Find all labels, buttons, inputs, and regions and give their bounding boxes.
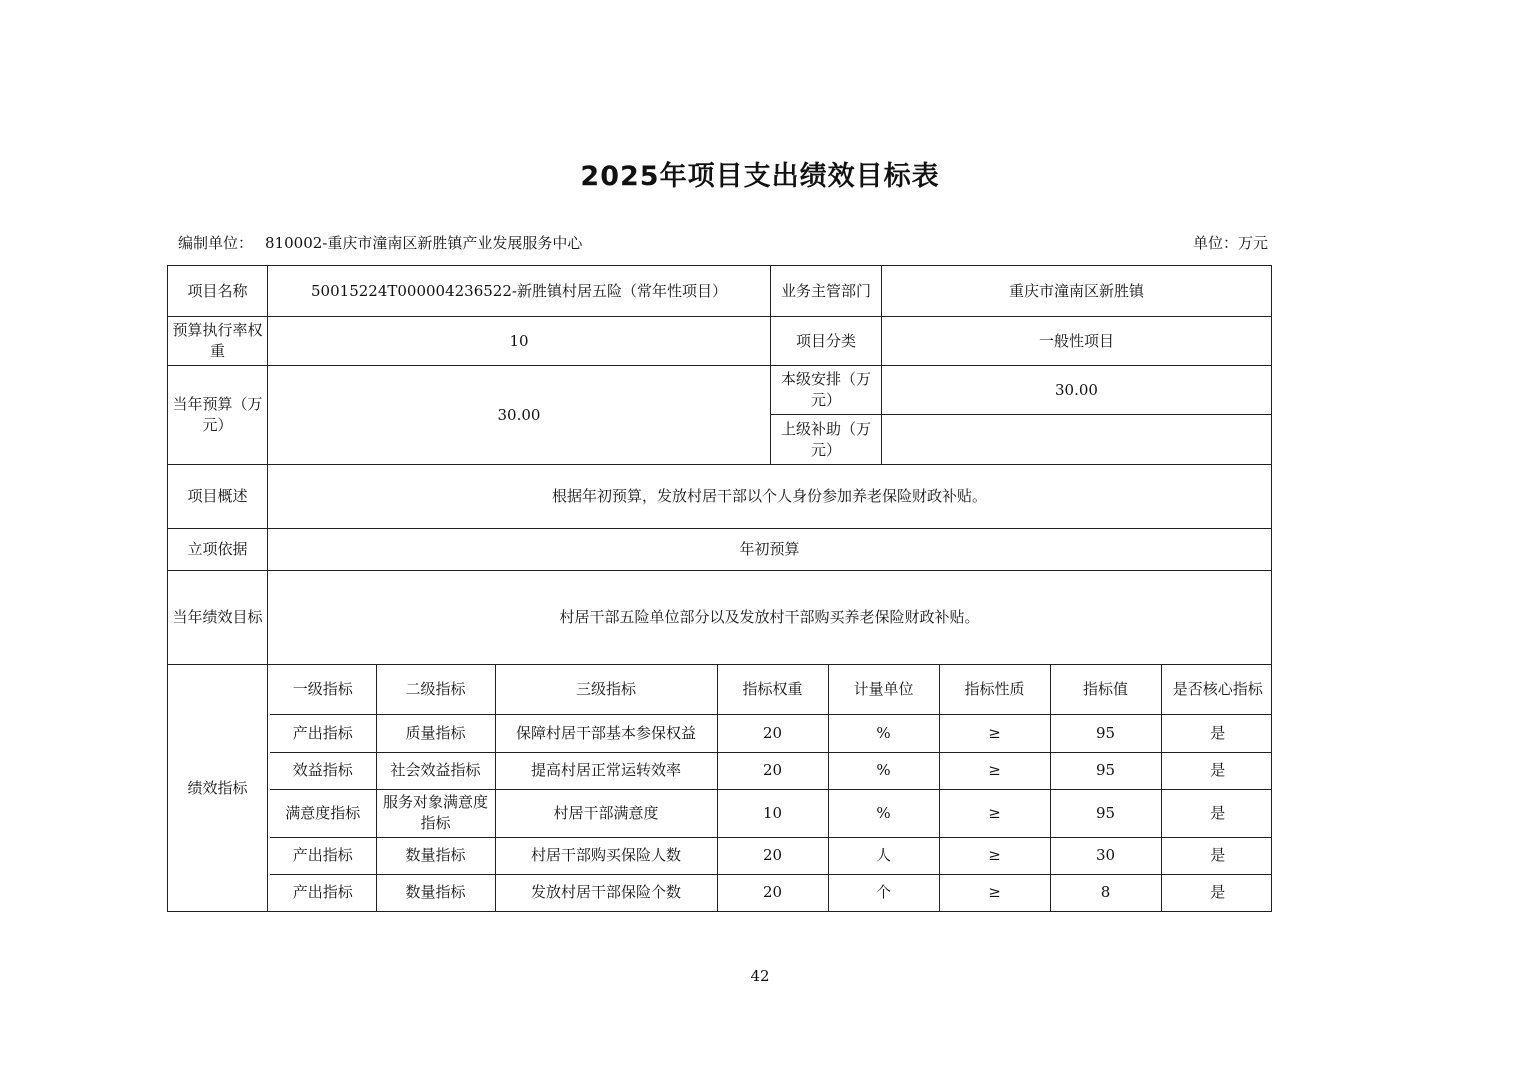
local-label: 本级安排（万元） [771,366,882,415]
compiling-unit-label: 编制单位： [178,234,254,252]
cell-level3: 保障村居干部基本参保权益 [495,714,717,752]
cell-level3: 村居干部购买保险人数 [495,837,717,874]
table-row [270,874,1272,911]
indicators-header-row [270,665,1272,714]
weight-value: 10 [268,317,771,366]
upper-value [882,415,1272,465]
cell-unit: 个 [828,874,939,911]
table-row [270,714,1272,752]
cell-weight: 20 [717,714,828,752]
currency-unit: 单位：万元 [1192,234,1268,252]
cell-nature: ≥ [939,789,1050,837]
category-value: 一般性项目 [882,317,1272,366]
cell-level3: 发放村居干部保险个数 [495,874,717,911]
cell-weight: 20 [717,837,828,874]
performance-table [167,265,1272,912]
header-value: 指标值 [1050,665,1161,714]
dept-value: 重庆市潼南区新胜镇 [882,266,1272,317]
local-value: 30.00 [882,366,1272,415]
page-number: 42 [750,967,770,985]
weight-label: 预算执行率权重 [168,317,268,366]
table-row [270,837,1272,874]
page-title: 2025年项目支出绩效目标表 [580,161,940,192]
cell-unit: 人 [828,837,939,874]
project-name-label: 项目名称 [168,266,268,317]
compiling-unit-value: 810002-重庆市潼南区新胜镇产业发展服务中心 [265,234,583,252]
compiling-unit [178,232,582,253]
goal-value: 村居干部五险单位部分以及发放村干部购买养老保险财政补贴。 [268,571,1272,665]
table-row [270,752,1272,789]
goal-label: 当年绩效目标 [168,571,268,665]
cell-core: 是 [1161,837,1272,874]
table-row [270,789,1272,837]
cell-level1: 满意度指标 [270,789,376,837]
cell-level2: 服务对象满意度指标 [376,789,495,837]
header-nature: 指标性质 [939,665,1050,714]
dept-label: 业务主管部门 [771,266,882,317]
cell-weight: 20 [717,874,828,911]
cell-weight: 10 [717,789,828,837]
cell-nature: ≥ [939,752,1050,789]
cell-level1: 效益指标 [270,752,376,789]
cell-level2: 社会效益指标 [376,752,495,789]
cell-core: 是 [1161,714,1272,752]
project-name-value: 50015224T000004236522-新胜镇村居五险（常年性项目） [268,266,771,317]
upper-label: 上级补助（万元） [771,415,882,465]
overview-label: 项目概述 [168,465,268,529]
basis-value: 年初预算 [268,529,1272,571]
cell-level2: 数量指标 [376,837,495,874]
cell-value: 8 [1050,874,1161,911]
budget-label: 当年预算（万元） [168,366,268,465]
header-level3: 三级指标 [495,665,717,714]
cell-unit: % [828,752,939,789]
cell-level2: 质量指标 [376,714,495,752]
indicators-table [270,665,1272,911]
cell-nature: ≥ [939,837,1050,874]
cell-core: 是 [1161,874,1272,911]
header-level1: 一级指标 [270,665,376,714]
cell-core: 是 [1161,752,1272,789]
cell-nature: ≥ [939,714,1050,752]
cell-level1: 产出指标 [270,874,376,911]
header-core: 是否核心指标 [1161,665,1272,714]
indicators-cell [268,665,1272,912]
cell-nature: ≥ [939,874,1050,911]
cell-value: 95 [1050,752,1161,789]
header-weight: 指标权重 [717,665,828,714]
cell-level1: 产出指标 [270,714,376,752]
overview-value: 根据年初预算，发放村居干部以个人身份参加养老保险财政补贴。 [268,465,1272,529]
cell-value: 30 [1050,837,1161,874]
basis-label: 立项依据 [168,529,268,571]
header-level2: 二级指标 [376,665,495,714]
cell-core: 是 [1161,789,1272,837]
indicators-label: 绩效指标 [168,665,268,912]
header-unit: 计量单位 [828,665,939,714]
category-label: 项目分类 [771,317,882,366]
cell-weight: 20 [717,752,828,789]
cell-level1: 产出指标 [270,837,376,874]
cell-value: 95 [1050,714,1161,752]
cell-unit: % [828,789,939,837]
cell-level3: 提高村居正常运转效率 [495,752,717,789]
cell-value: 95 [1050,789,1161,837]
cell-level2: 数量指标 [376,874,495,911]
cell-level3: 村居干部满意度 [495,789,717,837]
cell-unit: % [828,714,939,752]
budget-value: 30.00 [268,366,771,465]
